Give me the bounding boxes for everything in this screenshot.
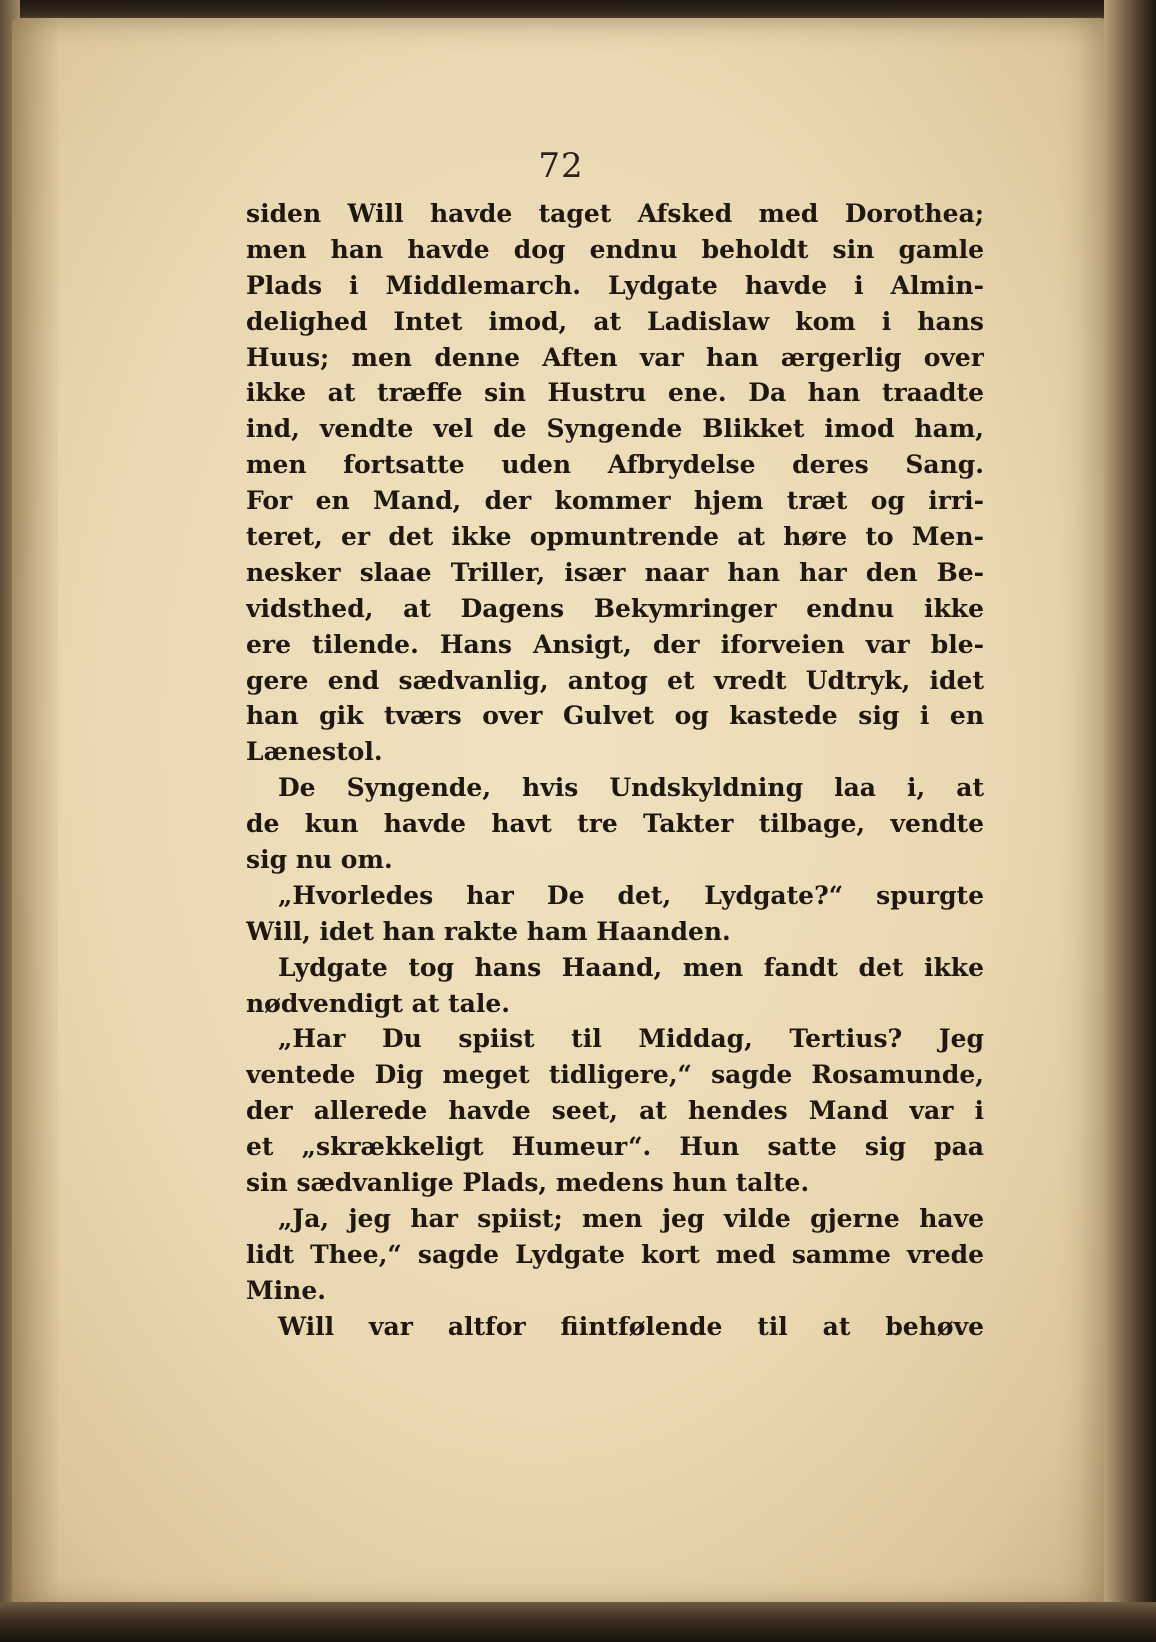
book-bottom-edge (0, 1602, 1156, 1642)
text-line: Will var altfor fiintfølende til at behøve (278, 1311, 984, 1341)
text-line: men han havde dog endnu beholdt sin gamle (246, 234, 984, 264)
text-line: Mine. (246, 1275, 326, 1305)
text-line: De Syngende, hvis Undskyldning laa i, at (278, 773, 984, 803)
text-line: de kun havde havt tre Takter tilbage, vendte (246, 809, 984, 839)
text-line: teret, er det ikke opmuntrende at høre to Men- (246, 522, 984, 552)
text-line: Plads i Middlemarch. Lydgate havde i Almin- (246, 270, 984, 300)
text-line: Huus; men denne Aften var han ærgerlig over (246, 342, 984, 372)
text-line: ventede Dig meget tidligere,“ sagde Rosamunde, (246, 1060, 984, 1090)
text-line: Lydgate tog hans Haand, men fandt det ikke (278, 952, 984, 982)
text-line: et „skrækkeligt Humeur“. Hun satte sig paa (246, 1132, 984, 1162)
text-line: nesker slaae Triller, især naar han har den Be- (246, 557, 984, 587)
text-line: „Ja, jeg har spiist; men jeg vilde gjerne have (278, 1203, 984, 1233)
text-line: „Har Du spiist til Middag, Tertius? Jeg (278, 1024, 984, 1054)
page-number: 72 (538, 146, 584, 186)
text-line: Will, idet han rakte ham Haanden. (246, 916, 731, 946)
text-line: han gik tværs over Gulvet og kastede sig i en (246, 701, 984, 731)
body-text (246, 196, 984, 1345)
text-line: sig nu om. (246, 845, 393, 875)
text-line: ikke at træffe sin Hustru ene. Da han traadte (246, 378, 984, 408)
text-line: lidt Thee,“ sagde Lydgate kort med samme vrede (246, 1239, 984, 1269)
text-line: der allerede havde seet, at hendes Mand var i (246, 1096, 984, 1126)
text-line: nødvendigt at tale. (246, 988, 510, 1018)
text-line: gere end sædvanlig, antog et vredt Udtryk, idet (246, 665, 984, 695)
text-line: Lænestol. (246, 737, 383, 767)
text-line: men fortsatte uden Afbrydelse deres Sang. (246, 450, 984, 480)
text-line: delighed Intet imod, at Ladislaw kom i hans (246, 306, 984, 336)
text-line: „Hvorledes har De det, Lydgate?“ spurgte (278, 880, 984, 910)
text-line: For en Mand, der kommer hjem træt og irri- (246, 486, 984, 516)
text-line: ind, vendte vel de Syngende Blikket imod ham, (246, 414, 984, 444)
text-line: ere tilende. Hans Ansigt, der iforveien var ble- (246, 629, 984, 659)
book-right-edge (1104, 0, 1156, 1642)
page-gutter-shadow (12, 18, 58, 1608)
text-line: vidsthed, at Dagens Bekymringer endnu ikke (246, 593, 984, 623)
text-line: siden Will havde taget Afsked med Dorothea; (246, 199, 984, 228)
text-line: sin sædvanlige Plads, medens hun talte. (246, 1168, 810, 1198)
